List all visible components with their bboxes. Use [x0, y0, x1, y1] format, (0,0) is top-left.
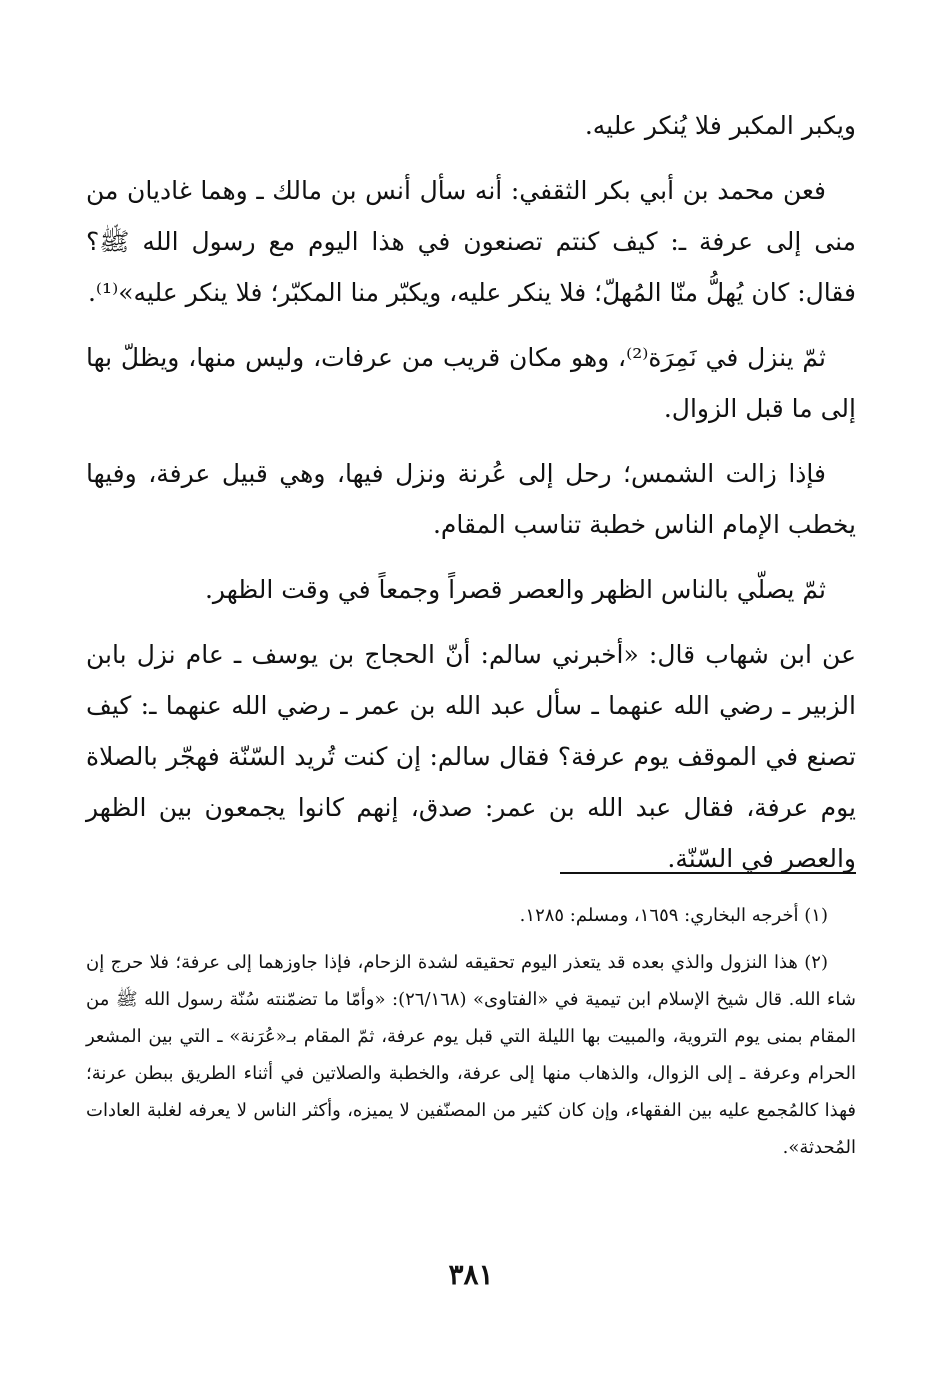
footnote: (١) أخرجه البخاري: ١٦٥٩، ومسلم: ١٢٨٥.: [519, 905, 828, 926]
paragraph: ثمّ ينزل في نَمِرَة⁽²⁾، وهو مكان قريب من عرفات، وليس منها، ويظلّ بها إلى ما قبل الزوال.: [86, 343, 856, 423]
paragraph: فعن محمد بن أبي بكر الثقفي: أنه سأل أنس بن مالك ـ وهما غاديان من منى إلى عرفة ـ: كيف كنتم تصنعون في هذا اليوم مع رسول الله ﷺ؟ فقال: كان يُهلُّ منّا المُهلّ؛ فلا ينكر عليه، ويكبّر منا المكبّر؛ فلا ينكر عليه»⁽¹⁾.: [86, 176, 856, 307]
page-number: ٣٨١: [448, 1258, 494, 1291]
paragraph: ثمّ يصلّي بالناس الظهر والعصر قصراً وجمعاً في وقت الظهر.: [204, 575, 826, 604]
footnote: (٢) هذا النزول والذي بعده قد يتعذر اليوم تحقيقه لشدة الزحام، فإذا جاوزهما إلى عرفة؛ فلا حرج إن شاء الله. قال شيخ الإسلام ابن تيمية في «الفتاوى» (٢٦/١٦٨): «وأمّا ما تضمّنته سُنّة رسول الله ﷺ من المقام بمنى يوم التروية، والمبيت بها الليلة التي قبل يوم عرفة، ثمّ المقام بـ«عُرَنة» ـ التي بين المشعر الحرام وعرفة ـ إلى الزوال، والذهاب منها إلى عرفة، والخطبة والصلاتين في أثناء الطريق ببطن عرنة؛ فهذا كالمُجمع عليه بين الفقهاء، وإن كان كثير من المصنّفين لا يميزه، وأكثر الناس لا يعرفه لغلبة العادات المُحدثة».: [86, 952, 856, 1158]
paragraph: عن ابن شهاب قال: «أخبرني سالم: أنّ الحجاج بن يوسف ـ عام نزل بابن الزبير ـ رضي الله عنهما ـ سأل عبد الله بن عمر ـ رضي الله عنهما ـ: كيف تصنع في الموقف يوم عرفة؟ فقال سالم: إن كنت تُريد السّنّة فهجّر بالصلاة يوم عرفة، فقال عبد الله بن عمر: صدق، إنهم كانوا يجمعون بين الظهر والعصر في السّنّة.: [86, 640, 856, 873]
footnote-separator: [560, 872, 856, 874]
paragraph: ويكبر المكبر فلا يُنكر عليه.: [584, 111, 856, 140]
paragraph: فإذا زالت الشمس؛ رحل إلى عُرنة ونزل فيها، وهي قبيل عرفة، وفيها يخطب الإمام الناس خطبة تناسب المقام.: [86, 459, 856, 539]
footnotes: [86, 897, 856, 1176]
main-text: [86, 100, 856, 898]
